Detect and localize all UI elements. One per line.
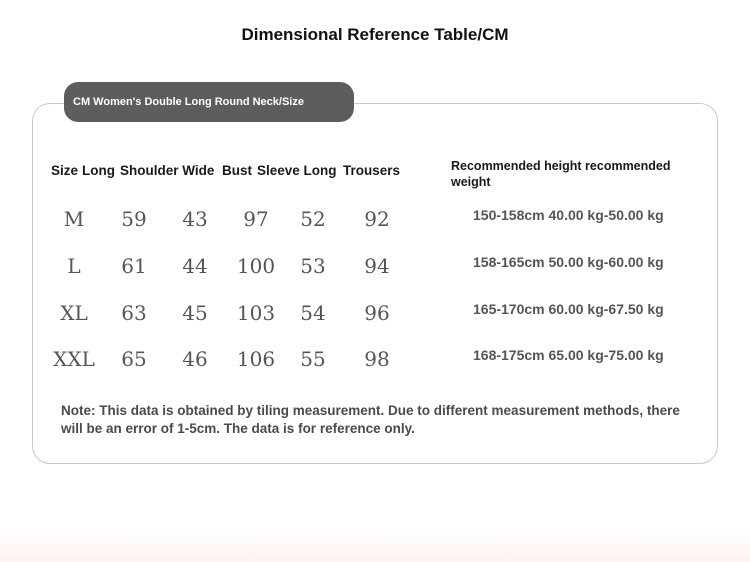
product-size-tag: CM Women's Double Long Round Neck/Size (64, 82, 354, 122)
page-title: Dimensional Reference Table/CM (241, 25, 509, 44)
cell-shoulder: 44 (182, 254, 208, 278)
cell-recommended: 165-170cm 60.00 kg-67.50 kg (473, 301, 664, 317)
cell-size: XXL (53, 347, 95, 371)
cell-sleeve: 52 (300, 207, 326, 231)
header-size: Size (51, 163, 79, 178)
cell-bust: 103 (236, 301, 276, 325)
cell-shoulder: 46 (182, 347, 208, 371)
cell-shoulder: 45 (182, 301, 208, 325)
cell-recommended: 150-158cm 40.00 kg-50.00 kg (473, 207, 664, 223)
cell-bust: 106 (236, 347, 276, 371)
header-bust: Bust (222, 163, 252, 178)
cell-long: 61 (121, 254, 147, 278)
cell-trousers: 94 (364, 254, 390, 278)
cell-trousers: 98 (364, 347, 390, 371)
bottom-band (0, 528, 750, 562)
header-trousers: Trousers (343, 163, 401, 178)
cell-sleeve: 54 (300, 301, 326, 325)
cell-size: M (63, 207, 85, 231)
header-long: Long (82, 163, 115, 178)
cell-bust: 97 (243, 207, 269, 231)
cell-recommended: 168-175cm 65.00 kg-75.00 kg (473, 347, 664, 363)
header-sleeve-long: Sleeve Long (257, 163, 337, 178)
cell-long: 65 (121, 347, 147, 371)
cell-size: L (67, 254, 81, 278)
cell-recommended: 158-165cm 50.00 kg-60.00 kg (473, 254, 664, 270)
cell-bust: 100 (236, 254, 276, 278)
measurement-note: Note: This data is obtained by tiling measurement. Due to different measurement methods, there will be an error of 1-5cm. The data is for reference only. (61, 403, 680, 436)
cell-long: 63 (121, 301, 147, 325)
cell-long: 59 (121, 207, 147, 231)
cell-sleeve: 55 (300, 347, 326, 371)
cell-size: XL (60, 301, 88, 325)
cell-trousers: 92 (364, 207, 390, 231)
cell-trousers: 96 (364, 301, 390, 325)
cell-shoulder: 43 (182, 207, 208, 231)
header-shoulder-wide: Shoulder Wide (120, 163, 215, 178)
cell-sleeve: 53 (300, 254, 326, 278)
header-recommended: Recommended height recommended weight (451, 159, 671, 189)
